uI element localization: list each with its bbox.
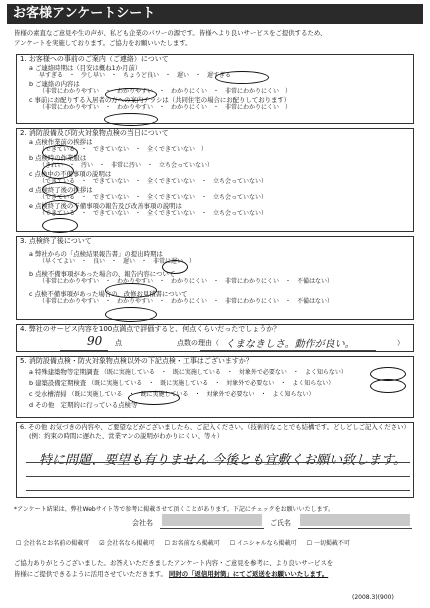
q5d-row xyxy=(17,401,413,409)
reason-label: 点数の理由（ xyxy=(177,339,219,347)
question-5-box xyxy=(16,356,414,418)
check-option-5[interactable]: ☐ 一切掲載不可 xyxy=(306,540,350,547)
q5a-label: a 特殊建築物等定期調査 xyxy=(29,368,99,376)
answer-circle-q2b xyxy=(42,163,74,179)
q5d-label: d その他 定期的に行っている点検等 xyxy=(29,401,138,409)
check-option-2[interactable]: ☑ 会社名なら掲載可 xyxy=(99,540,155,547)
footer-note: *アンケート結果は、弊社Webサイト等で参考に掲載させて頂くことがあります。下記にチェックをお願いいたします。 xyxy=(14,506,335,513)
answer-circle-q2e xyxy=(42,218,78,233)
answer-circle-q5b xyxy=(370,379,406,393)
answer-circle-q2a xyxy=(42,145,78,160)
q3b-options[interactable]: （非常にわかりやすい ・ わかりやすい ・ わかりにくい ・ 非常にわかりにくい ・ 不備はない） xyxy=(39,278,334,285)
closing-line-1: ご協力ありがとうございました。お答えいただきましたアンケート内容・ご意見を参考に、より良いサービスを xyxy=(14,559,334,567)
q5a-row xyxy=(17,368,413,377)
comment-text[interactable]: 特に問題、要望も有りません 今後とも宜敷くお願い致します。 xyxy=(39,453,407,468)
reason-text[interactable]: くまなきしさ。動作が良い。 xyxy=(225,339,355,350)
q2e-label: e 点検終了後の不備事項の報告及び改善事項の説明は xyxy=(29,202,182,210)
q1c-label: c 事前にお配りする入居者の方への案内チラシは（共同住宅の場合にお配りしております） xyxy=(29,96,291,104)
question-2-box xyxy=(16,128,414,232)
company-redacted xyxy=(162,514,262,526)
form-code: (2008.3)(900) xyxy=(352,594,394,601)
q3a-label: a 弊社からの「点検結果報告書」の提出時期は xyxy=(29,250,163,258)
score-underline xyxy=(60,350,108,351)
name-underline xyxy=(298,528,412,529)
question-4-box xyxy=(16,324,414,352)
answer-circle-q1c xyxy=(104,113,158,126)
q5b-label: b 建築設備定期検査 xyxy=(29,379,87,387)
q2c-options[interactable]: （できている ・ できていない ・ 全くできていない ・ 立ち会っていない） xyxy=(39,178,268,185)
q1c-options[interactable]: （非常にわかりやすい ・ わかりやすい ・ わかりにくい ・ 非常にわかりにくい ） xyxy=(39,104,292,111)
q2e-options[interactable]: （できている ・ できていない ・ 全くできていない ・ 立ち会っていない） xyxy=(39,210,268,217)
closing-line-2: 皆様にご提供できるように活用させていただきます。 同封の「返信用封筒」にてご返送をお願いいたします。 xyxy=(14,570,329,578)
company-underline xyxy=(160,528,264,529)
answer-circle-q3c xyxy=(105,307,157,322)
q2d-label: d 点検終了後の挨拶は xyxy=(29,186,93,194)
q6-note: (例：約束の時間に遅れた、営業マンの説明がわかりにくい、等々） xyxy=(29,432,224,440)
answer-circle-q1b xyxy=(105,88,157,101)
intro-line-2: アンケートを実施しております。ご協力をお願いいたします。 xyxy=(14,39,192,47)
check-option-3[interactable]: ☐ お名前なら掲載可 xyxy=(164,540,220,547)
score-unit: 点 xyxy=(115,339,122,347)
comment-line-3 xyxy=(26,490,410,491)
q2d-options[interactable]: （できている ・ できていない ・ 全くできていない ・ 立ち会っていない） xyxy=(39,194,268,201)
question-3-heading: 3. 点検終了後について xyxy=(20,237,92,245)
q5b-row xyxy=(17,379,413,388)
q5b-options[interactable]: （既に実施している ・ 既に実施している ・ 対象外で必要ない ・ よく知らない） xyxy=(88,380,335,387)
question-6-heading: 6. その他 お気づきの内容や、ご要望などがございましたら、ご記入ください。（技術的なことでも結構です。どしどしご記入ください） xyxy=(20,423,410,431)
q2a-options[interactable]: （できている ・ できていない ・ 全くできていない ） xyxy=(39,146,208,153)
question-6-box xyxy=(16,422,414,498)
q5c-options[interactable]: （既に実施している ・ 既に実施している ・ 対象外で必要ない ・ よく知らない） xyxy=(68,391,315,398)
q2b-label: b 点検時の作業服は xyxy=(29,154,87,162)
answer-circle-q5c xyxy=(128,391,180,405)
answer-circle-q2d xyxy=(42,200,78,215)
q2b-options[interactable]: （きれい ・ 汚い ・ 非常に汚い ・ 立ち会っていない） xyxy=(39,162,214,169)
question-5-heading: 5. 消防設備点検・防火対象物点検以外の下記点検・工事はございますか？ xyxy=(20,357,253,365)
answer-circle-q2c xyxy=(42,182,78,197)
intro-text xyxy=(14,28,424,48)
answer-circle-q3b xyxy=(105,283,157,298)
reason-close: ） xyxy=(397,339,404,347)
check-option-1[interactable]: ☐ 会社名とお名前の掲載可 xyxy=(16,540,90,547)
intro-line-1: 皆様の素直なご意見や生の声が、私ども企業のパワーの源です。皆様へより良いサービスをご提供するため、 xyxy=(14,29,327,37)
q1a-label: a ご連絡時期は（目安は概ね1か月前） xyxy=(29,64,142,72)
publication-checks xyxy=(16,538,350,547)
answer-circle-q3a xyxy=(162,260,188,274)
q1b-label: b ご連絡の内容は xyxy=(29,80,80,88)
page-title: お客様アンケートシート xyxy=(7,4,423,24)
closing-line-3: 同封の「返信用封筒」にてご返送をお願いいたします。 xyxy=(168,570,329,578)
check-option-4[interactable]: ☐ イニシャルなら掲載可 xyxy=(229,540,297,547)
question-1-heading: 1. お客様への事前のご案内（ご連絡）について xyxy=(20,55,169,63)
closing-text xyxy=(14,558,333,580)
comment-line-2 xyxy=(26,476,410,477)
q5a-options[interactable]: （既に実施している ・ 既に実施している ・ 対象外で必要ない ・ よく知らない） xyxy=(100,369,347,376)
question-4-heading: 4. 弊社のサービス内容を100点満点で評価すると、何点くらいだったでしょうか？ xyxy=(20,325,281,333)
question-3-box xyxy=(16,236,414,320)
q5c-label: c 受水槽清掃 xyxy=(29,390,67,398)
comment-line-1 xyxy=(26,462,410,463)
q1b-options[interactable]: （非常にわかりやすい ・ わかりやすい ・ わかりにくい ・ 非常にわかりにくい ） xyxy=(39,88,292,95)
name-redacted xyxy=(300,514,410,526)
q3a-options[interactable]: （早くてよい ・ 良い ・ 遅い ・ 非常に遅い ） xyxy=(39,258,196,265)
q3b-label: b 点検不備事項があった場合の、報告内容について xyxy=(29,270,176,278)
question-1-box xyxy=(16,54,414,124)
answer-circle-q1a xyxy=(215,71,269,84)
q1a-options[interactable]: 早すぎる ・ 少し早い ・ ちょうど良い ・ 遅い ・ 遅すぎる xyxy=(39,72,232,79)
reason-underline xyxy=(200,350,376,351)
question-2-heading: 2. 消防設備及び防火対象物点検の当日について xyxy=(20,129,169,137)
q2a-label: a 点検作業前の挨拶は xyxy=(29,138,93,146)
company-label: 会社名 xyxy=(132,519,153,527)
q2c-label: c 点検中の不備事項の説明は xyxy=(29,170,112,178)
q5c-row xyxy=(17,390,413,399)
score-value[interactable]: 90 xyxy=(87,334,103,348)
q3c-label: c 点検不備事項があった場合の、改修お見積書について xyxy=(29,290,188,298)
q3c-options[interactable]: （非常にわかりやすい ・ わかりやすい ・ わかりにくい ・ 非常にわかりにくい ・ 不備はない） xyxy=(39,298,334,305)
name-label: ご氏名 xyxy=(270,519,291,527)
